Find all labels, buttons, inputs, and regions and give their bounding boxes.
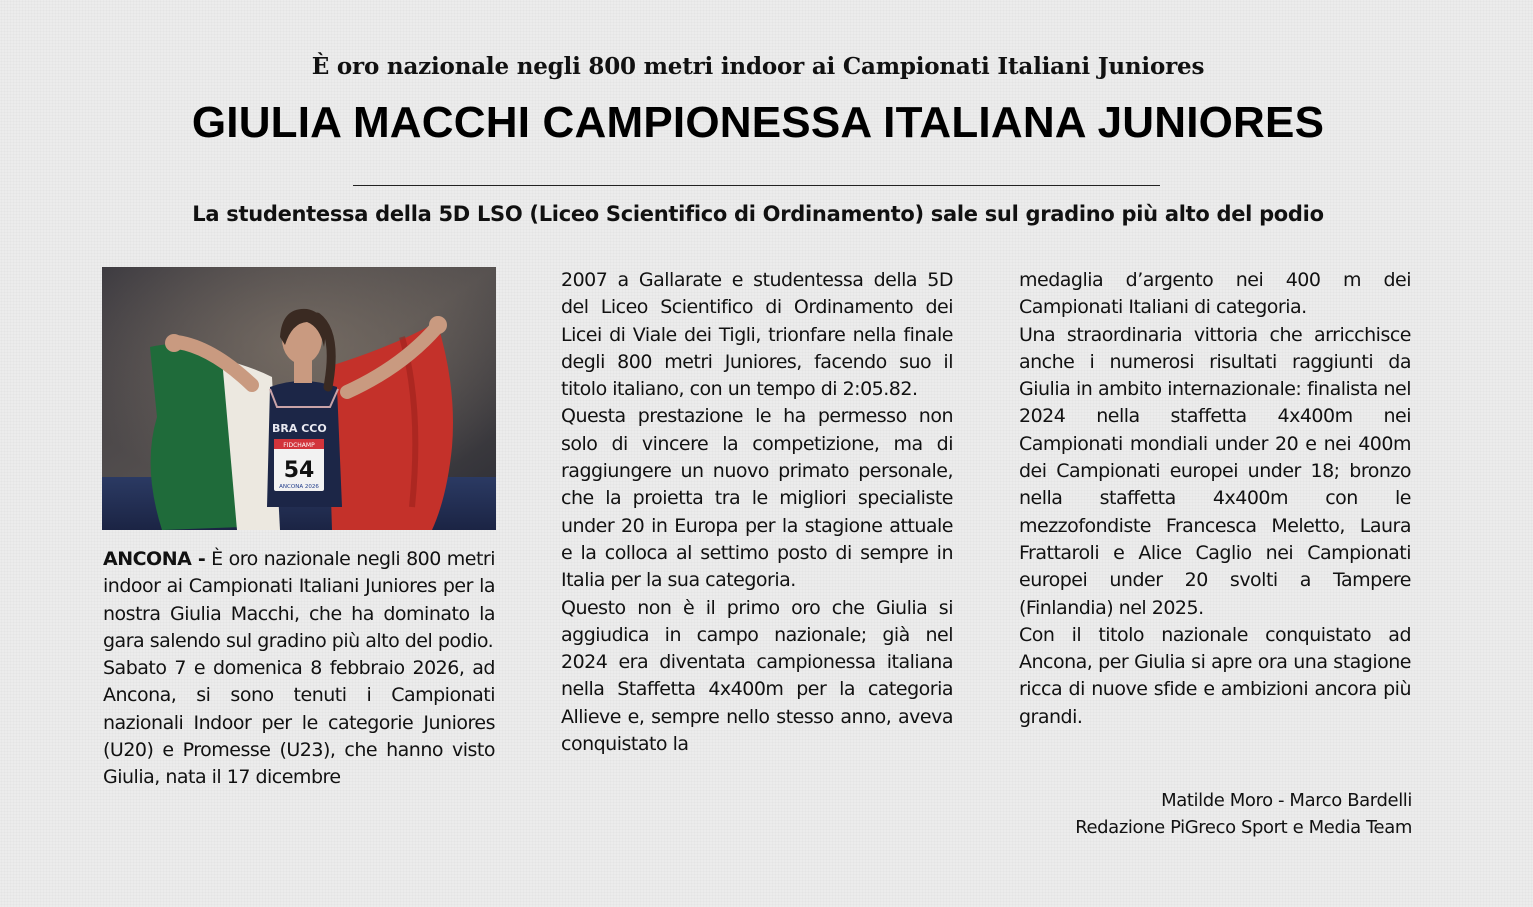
lead-text: È oro nazionale negli 800 metri indoor ai Campionati Italiani Juniores per la nostra Giulia Macchi, che ha dominato la gara salendo sul gradino più alto del podio. <box>103 548 495 652</box>
paragraph: Con il titolo nazionale conquistato ad Ancona, per Giulia si apre ora una stagione ricca di nuove sfide e ambizioni ancora più grandi. <box>1019 623 1411 728</box>
paragraph: Questo non è il primo oro che Giulia si aggiudica in campo nazionale; già nel 2024 era diventata campionessa italiana nella Staffetta 4x400m per la categoria Allieve e, sempre nello stesso anno, aveva conquistato la <box>561 596 953 756</box>
article-subheadline: La studentessa della 5D LSO (Liceo Scientifico di Ordinamento) sale sul gradino più alto del podio <box>192 202 1324 226</box>
paragraph: Sabato 7 e domenica 8 febbraio 2026, ad Ancona, si sono tenuti i Campionati nazionali Indoor per le categorie Juniores (U20) e Promesse (U23), che hanno visto Giulia, nata il 17 dicembre <box>103 657 495 789</box>
byline-authors: Matilde Moro - Marco Bardelli <box>1161 790 1412 811</box>
singlet-text: BRA CCO <box>272 422 327 435</box>
bib-number: 54 <box>283 458 315 483</box>
dateline: ANCONA - <box>103 548 206 570</box>
paragraph: Questa prestazione le ha permesso non solo di vincere la competizione, ma di raggiungere un nuovo primato personale, che la proietta tra le migliori specialiste under 20 in Europa per la stagione attuale e la colloca al settimo posto di sempre in Italia per la sua categoria. <box>561 405 953 592</box>
article-byline <box>1075 787 1412 841</box>
article-kicker: È oro nazionale negli 800 metri indoor ai Campionati Italiani Juniores <box>311 53 1205 80</box>
article-column-3 <box>1019 267 1411 731</box>
paragraph: 2007 a Gallarate e studentessa della 5D del Liceo Scientifico di Ordinamento dei Licei di Viale dei Tigli, trionfare nella finale degli 800 metri Juniores, facendo suo il titolo italiano, con un tempo di 2:05.82. <box>561 269 953 401</box>
article-column-1 <box>103 546 495 792</box>
athlete-photo <box>102 267 496 530</box>
paragraph: medaglia d’argento nei 400 m dei Campionati Italiani di categoria. <box>1019 269 1411 319</box>
article-headline: GIULIA MACCHI CAMPIONESSA ITALIANA JUNIORES <box>191 98 1325 147</box>
headline-divider <box>353 185 1160 186</box>
bib-event-text: ANCONA 2026 <box>279 484 319 490</box>
byline-team: Redazione PiGreco Sport e Media Team <box>1075 817 1412 838</box>
bib-sponsor-text: FIDCHAMP <box>283 442 315 449</box>
paragraph: Una straordinaria vittoria che arricchisce anche i numerosi risultati raggiunti da Giulia in ambito internazionale: finalista nel 2024 nella staffetta 4x400m nei Campionati mondiali under 20 e nei 400m dei Campionati europei under 18; bronzo nella staffetta 4x400m con le mezzofondiste Francesca Meletto, Laura Frattaroli e Alice Caglio nei Campionati europei under 20 svolti a Tampere (Finlandia) nel 2025. <box>1019 323 1411 619</box>
paragraph-lead <box>103 546 495 655</box>
article-column-2 <box>561 267 953 758</box>
